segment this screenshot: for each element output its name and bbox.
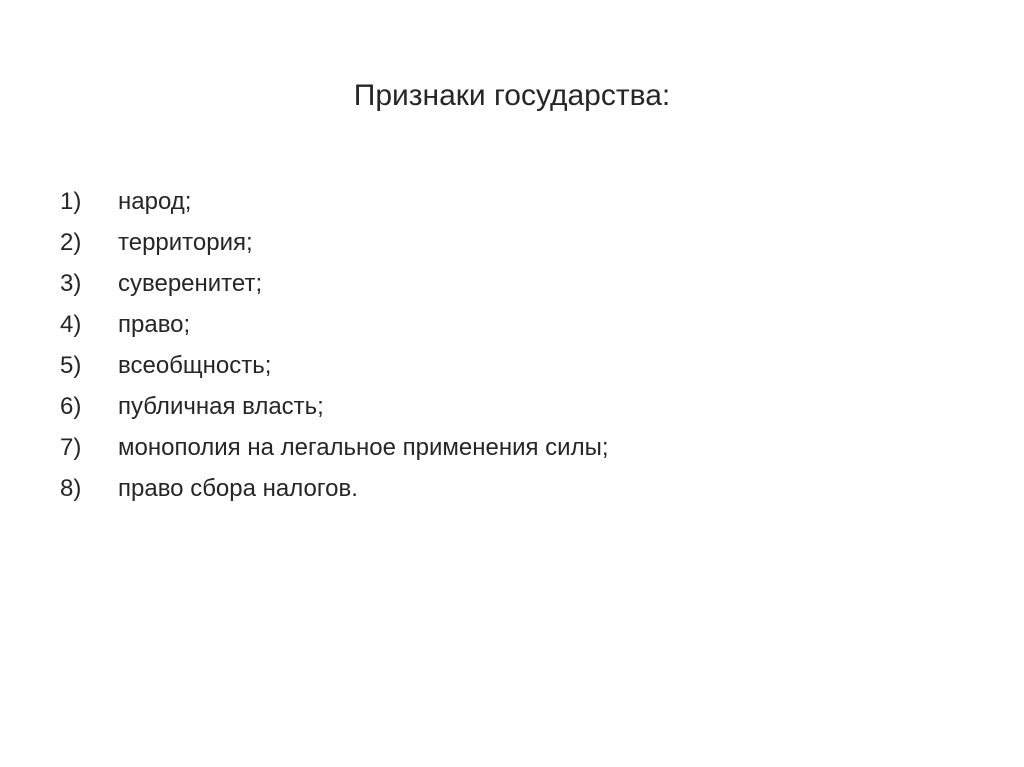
list-item [60, 263, 609, 304]
list-item [60, 304, 609, 345]
list-item-number: 4) [60, 311, 82, 338]
list-item-text: право сбора налогов. [118, 475, 358, 502]
list-item-number: 5) [60, 352, 82, 379]
slide-title: Признаки государства: [353, 79, 671, 112]
list-item-text: народ; [118, 188, 192, 215]
features-list [60, 181, 609, 509]
list-item-number: 3) [60, 270, 82, 297]
list-item [60, 345, 609, 386]
list-item-text: публичная власть; [118, 393, 324, 420]
list-item-number: 1) [60, 188, 82, 215]
list-item-number: 8) [60, 475, 82, 502]
list-item [60, 427, 609, 468]
list-item [60, 181, 609, 222]
list-item-text: суверенитет; [118, 270, 263, 297]
list-item-text: монополия на легальное применения силы; [118, 434, 609, 461]
list-item [60, 468, 609, 509]
list-item-text: всеобщность; [118, 352, 272, 379]
list-item-number: 2) [60, 229, 82, 256]
list-item-number: 6) [60, 393, 82, 420]
list-item-number: 7) [60, 434, 82, 461]
list-item-text: территория; [118, 229, 253, 256]
list-item [60, 222, 609, 263]
list-item-text: право; [118, 311, 191, 338]
list-item [60, 386, 609, 427]
